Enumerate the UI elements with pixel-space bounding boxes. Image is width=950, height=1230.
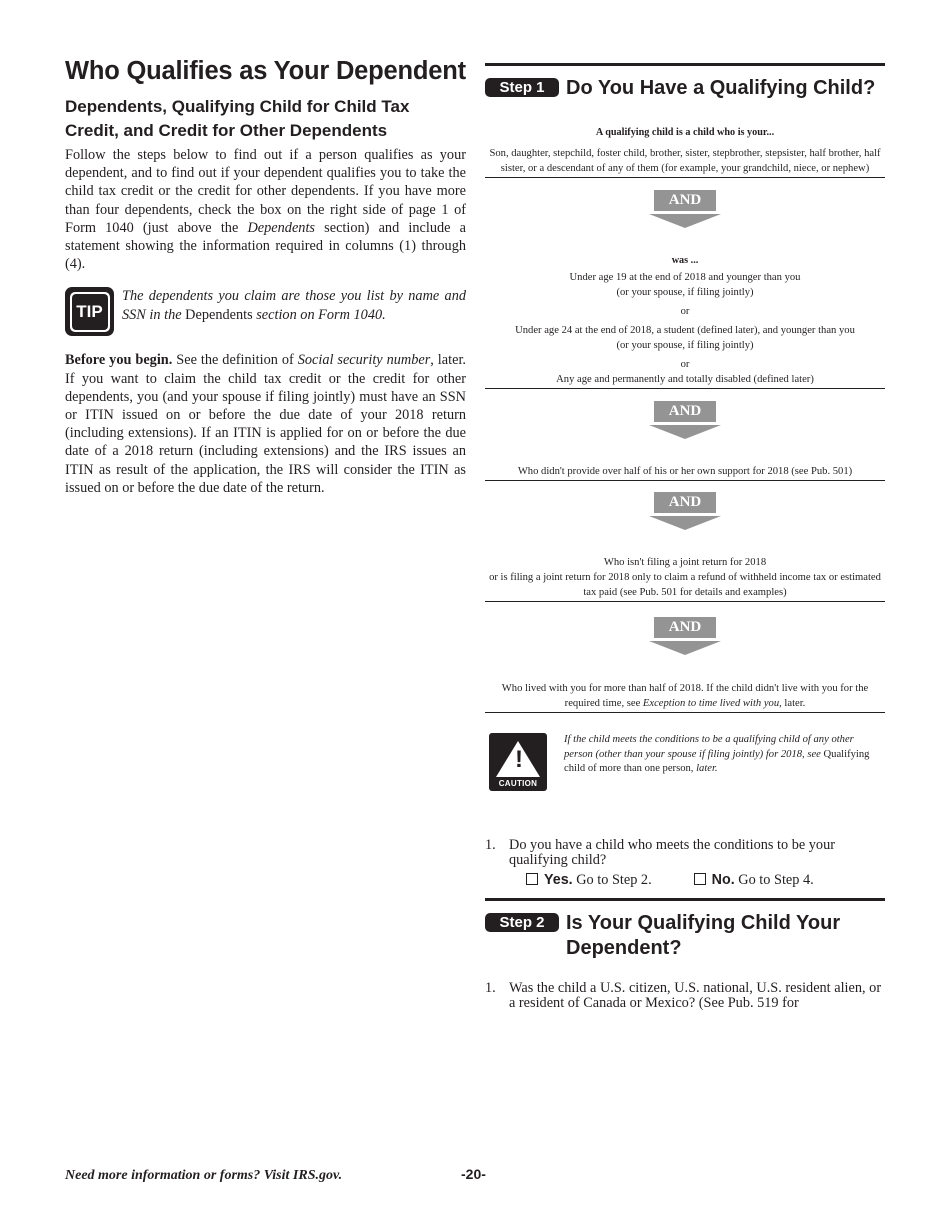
qualifying-child-heading-block bbox=[485, 125, 885, 176]
no-option[interactable] bbox=[694, 872, 814, 889]
caution-box bbox=[485, 733, 885, 791]
joint-return-a: Who isn't filing a joint return for 2018 bbox=[603, 557, 767, 568]
yes-label: Yes. bbox=[544, 872, 573, 888]
intro-paragraph bbox=[65, 146, 466, 273]
tip-text bbox=[122, 287, 466, 336]
down-arrow-icon bbox=[649, 641, 721, 655]
was-label: was ... bbox=[671, 255, 699, 266]
page-title: Who Qualifies as Your Dependent bbox=[65, 57, 466, 85]
yes-checkbox[interactable] bbox=[526, 873, 538, 885]
and-label: AND bbox=[654, 617, 716, 638]
age-option-1b: (or your spouse, if filing jointly) bbox=[616, 287, 754, 298]
step1-top-rule bbox=[485, 63, 885, 66]
step1-answers bbox=[526, 872, 885, 889]
step2-title: Is Your Qualifying Child Your Dependent? bbox=[566, 912, 841, 959]
before-lead: Before you begin. bbox=[65, 352, 173, 369]
and-label: AND bbox=[654, 492, 716, 513]
before-text-2: , later. If you want to claim the child tax credit or the credit for other dependents, you (and your spouse if filing jointly) must have an SSN or ITIN issued on or before the due date of your 2018 return (including extensions). If an ITIN is applied for on or before the due date of a 2018 return (including extensions) and the IRS issues an ITIN as result of the application, the IRS will consider the ITIN as issued on or before the due date of the return. bbox=[65, 352, 466, 496]
yes-text: Go to Step 2. bbox=[572, 872, 652, 888]
residency-text-b: later. bbox=[781, 698, 806, 709]
or-label-2: or bbox=[680, 359, 690, 370]
no-text: Go to Step 4. bbox=[734, 872, 814, 888]
before-text-1: See the definition of bbox=[172, 352, 298, 369]
down-arrow-icon bbox=[649, 214, 721, 228]
tip-box bbox=[65, 287, 466, 336]
and-connector-3 bbox=[485, 492, 885, 530]
section-subtitle: Dependents, Qualifying Child for Child Tax Credit, and Credit for Other Dependents bbox=[65, 97, 410, 140]
yes-option[interactable] bbox=[526, 872, 652, 889]
step2-badge: Step 2 bbox=[485, 913, 559, 932]
question-text: Was the child a U.S. citizen, U.S. national, U.S. resident alien, or a resident of Canada or Mexico? (See Pub. 519 for bbox=[509, 980, 882, 1011]
step1-question bbox=[485, 838, 885, 868]
intro-text-2: section) and include a statement showing the information required in columns (1) through (4). bbox=[65, 219, 467, 273]
no-checkbox[interactable] bbox=[694, 873, 706, 885]
divider-2 bbox=[485, 388, 885, 389]
divider-1 bbox=[485, 177, 885, 178]
caution-text-b: Qualifying child of more than one person bbox=[564, 748, 870, 774]
residency-emphasis: Exception to time lived with you, bbox=[642, 698, 782, 709]
joint-return-test bbox=[485, 555, 885, 600]
tip-icon-label: TIP bbox=[72, 294, 108, 330]
caution-text-a: If the child meets the conditions to be a qualifying child of any other person (other than your spouse if filing jointly) for 2018, see bbox=[564, 734, 854, 760]
age-option-1a: Under age 19 at the end of 2018 and younger than you bbox=[569, 272, 801, 283]
intro-text-1: Follow the steps below to find out if a person qualifies as your dependent, and to find out if your dependent qualifies you to take the child tax credit or the credit for other dependents. If you have more than four dependents, check the box on the right side of page 1 of Form 1040 (just above the bbox=[65, 147, 466, 236]
page-number: -20- bbox=[461, 1166, 486, 1182]
divider-3 bbox=[485, 480, 885, 481]
no-label: No. bbox=[711, 872, 735, 888]
residency-text-a: Who lived with you for more than half of 2018. If the child didn't live with you for the required time, see bbox=[501, 683, 869, 709]
residency-test bbox=[485, 681, 885, 711]
caution-text bbox=[564, 733, 885, 791]
age-test-block bbox=[485, 253, 885, 387]
footer-irs-link-text: Need more information or forms? Visit IRS.gov. bbox=[65, 1168, 343, 1183]
joint-return-b: or is filing a joint return for 2018 only to claim a refund of withheld income tax or estimated tax paid (see Pub. 501 for details and examples) bbox=[489, 572, 881, 598]
before-you-begin-paragraph bbox=[65, 351, 466, 497]
caution-icon-label: CAUTION bbox=[498, 779, 538, 788]
question-number: 1. bbox=[485, 980, 496, 996]
support-test: Who didn't provide over half of his or her own support for 2018 (see Pub. 501) bbox=[517, 466, 853, 477]
down-arrow-icon bbox=[649, 425, 721, 439]
down-arrow-icon bbox=[649, 516, 721, 530]
age-option-2a: Under age 24 at the end of 2018, a student (defined later), and younger than you bbox=[515, 325, 855, 336]
before-emphasis: Social security number bbox=[297, 352, 431, 369]
and-label: AND bbox=[654, 190, 716, 211]
age-option-2b: (or your spouse, if filing jointly) bbox=[616, 340, 754, 351]
divider-4 bbox=[485, 601, 885, 602]
tip-text-b: Dependents bbox=[185, 306, 253, 323]
tip-text-a: The dependents you claim are those you list by name and SSN in the bbox=[122, 288, 466, 323]
step2-top-rule bbox=[485, 898, 885, 901]
left-column bbox=[65, 58, 466, 497]
intro-emphasis: Dependents bbox=[247, 219, 315, 236]
or-label-1: or bbox=[680, 306, 690, 317]
divider-5 bbox=[485, 712, 885, 713]
step1-header bbox=[485, 76, 885, 101]
relations-text: Son, daughter, stepchild, foster child, brother, sister, stepbrother, stepsister, half brother, half sister, or a descendant of any of them (for example, your grandchild, niece, or nephew) bbox=[489, 148, 881, 174]
question-number: 1. bbox=[485, 837, 496, 853]
qualifying-child-heading: A qualifying child is a child who is your... bbox=[595, 127, 775, 138]
caution-icon: ! CAUTION bbox=[489, 733, 547, 791]
step2-header bbox=[485, 911, 885, 961]
and-label: AND bbox=[654, 401, 716, 422]
right-column bbox=[485, 63, 885, 1011]
caution-text-c: , later. bbox=[690, 763, 718, 774]
tip-icon bbox=[65, 287, 114, 336]
tip-text-c: section on Form 1040. bbox=[252, 306, 386, 323]
and-connector-2 bbox=[485, 401, 885, 439]
and-connector-1 bbox=[485, 190, 885, 228]
step1-badge: Step 1 bbox=[485, 78, 559, 97]
step2-question bbox=[485, 981, 885, 1011]
age-option-3: Any age and permanently and totally disabled (defined later) bbox=[556, 374, 814, 385]
question-text: Do you have a child who meets the conditions to be your qualifying child? bbox=[509, 837, 835, 868]
step1-title: Do You Have a Qualifying Child? bbox=[566, 77, 876, 99]
and-connector-4 bbox=[485, 617, 885, 655]
